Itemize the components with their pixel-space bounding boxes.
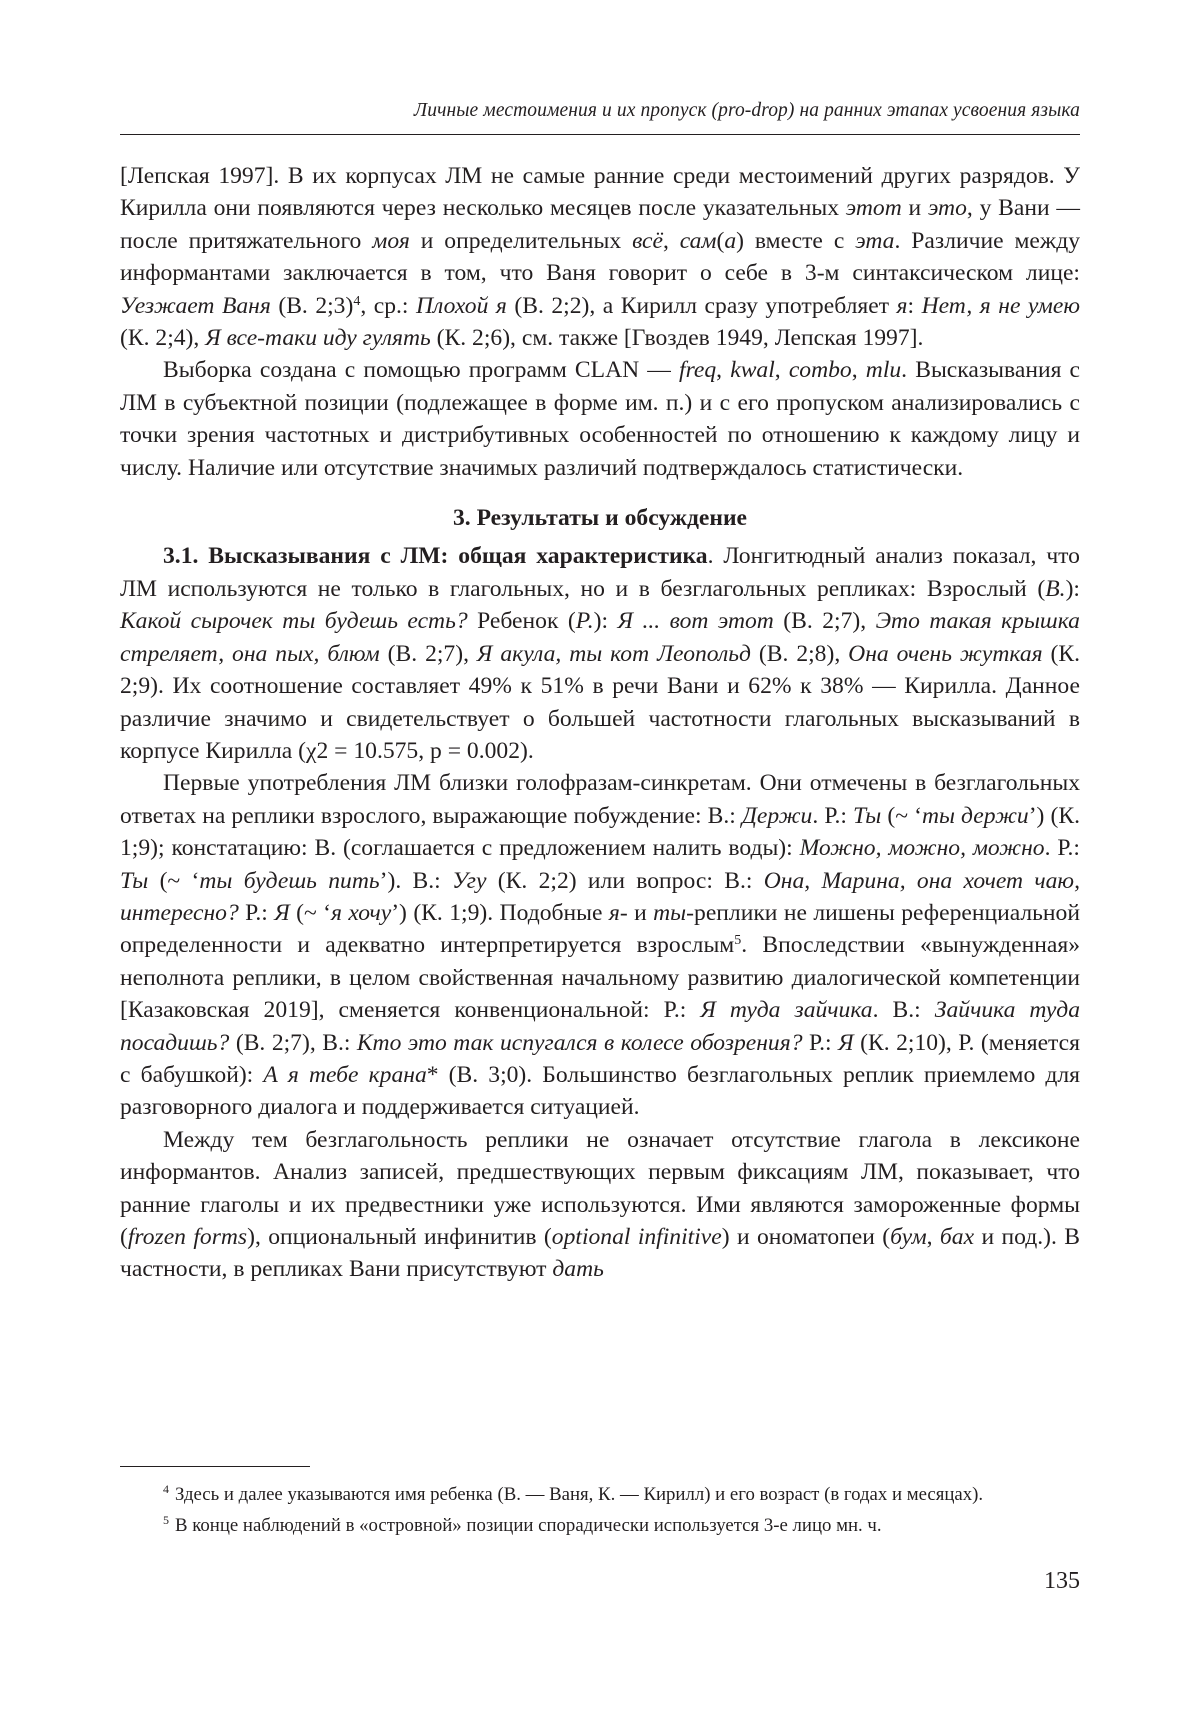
running-head: Личные местоимения и их пропуск (pro-drop) на ранних этапах усвоения языка (413, 100, 1080, 121)
footnote-4 (120, 1482, 1080, 1509)
header-rule (120, 134, 1080, 135)
footnote-ref-5[interactable]: 5 (734, 933, 742, 949)
footnote-number: 4 (163, 1482, 169, 1496)
paragraph-4: Первые употребления ЛМ близки голофразам-синкретам. Они отмечены в безглагольных ответах на реплики взрослого, выражающие побуждение: В.: Держи. Р.: Ты (~ ‘ты держи’) (К. 1;9); констатацию: В. (соглашается с предложением налить воды): Можно, можно, можно. Р.: Ты (~ ‘ты будешь пить’). В.: Угу (К. 2;2) или вопрос: В.: Она, Марина, она хочет чаю, интересно? Р.: Я (~ ‘я хочу’) (К. 1;9). Подобные я- и ты-реплики не лишены референциальной определенности и адекватно интерпретируется взрослым$^5$. Впоследствии «вынужденная» неполнота реплики, в целом свойственная начальному развитию диалогической компетенции [Казаковская 2019], сменяется конвенциональной: Р.: Я туда зайчика. В.: Зайчика туда посадишь? (В. 2;7), В.: Кто это так испугался в колесе обозрения? Р.: Я (К. 2;10), Р. (меняется с бабушкой): А я тебе крана* (В. 3;0). Большинство безглагольных реплик приемлемо для разговорного диалога и поддерживается ситуацией. (120, 770, 1081, 1121)
footnote-number: 5 (163, 1512, 169, 1527)
footnotes (120, 1482, 1080, 1543)
paragraph-5: Между тем безглагольность реплики не означает отсутствие глагола в лексиконе информантов. Анализ записей, предшествующих первым фиксациям ЛМ, показывает, что ранние глаголы и их предвестники уже используются. Ими являются замороженные формы (frozen forms), опциональный инфинитив (optional infinitive) и ономатопеи (бум, бах и под.). В частности, в репликах Вани присутствуют дать (120, 1126, 1080, 1283)
paragraph-2: Выборка создана с помощью программ CLAN — freq, kwal, combo, mlu. Высказывания с ЛМ в субъектной позиции (подлежащее в форме им. п.) и с его пропуском анализировались с точки зрения частотных и дистрибутивных особенностей по отношению к каждому лицу и числу. Наличие или отсутствие значимых различий подтверждалось статистически. (120, 357, 1081, 481)
footnote-5 (120, 1513, 1080, 1540)
section-title: 3. Результаты и обсуждение (452, 505, 748, 532)
paragraph-3: 3.1. Высказывания с ЛМ: общая характеристика. Лонгитюдный анализ показал, что ЛМ используются не только в глагольных, но и в безглагольных репликах: Взрослый (В.): Какой сырочек ты будешь есть? Ребенок (Р.): Я ... вот этот (В. 2;7), Это такая крышка стреляет, она пых, блюм (В. 2;7), Я акула, ты кот Леопольд (В. 2;8), Она очень жуткая (К. 2;9). Их соотношение составляет 49% к 51% в речи Вани и 62% к 38% — Кирилла. Данное различие значимо и свидетельствует о большей частотности глагольных высказываний в корпусе Кирилла (χ2 = 10.575, p = 0.002). (120, 543, 1081, 764)
subsection-title: 3.1. Высказывания с ЛМ: общая характеристика (163, 543, 708, 570)
body-text (120, 160, 1080, 1286)
footnote-ref-4[interactable]: 4 (353, 293, 361, 309)
footnote-text: В конце наблюдений в «островной» позиции спорадически используется 3-е лицо мн. ч. (175, 1514, 882, 1536)
footnote-rule (120, 1466, 310, 1467)
paragraph-1: [Лепская 1997]. В их корпусах ЛМ не самые ранние среди местоимений других разрядов. У Кирилла они появляются через несколько месяцев после указательных этот и это, у Вани — после притяжательного моя и определительных всё, сам(а) вместе с эта. Различие между информантами заключается в том, что Ваня говорит о себе в 3-м синтаксическом лице: Уезжает Ваня (В. 2;3)$^4$, ср.: Плохой я (В. 2;2), а Кирилл сразу употребляет я: Нет, я не умею (К. 2;4), Я все-таки иду гулять (К. 2;6), см. также [Гвоздев 1949, Лепская 1997]. (120, 163, 1081, 352)
footnote-text: Здесь и далее указываются имя ребенка (В. — Ваня, К. — Кирилл) и его возраст (в годах и месяцах). (175, 1484, 984, 1505)
page-number: 135 (1044, 1568, 1080, 1594)
